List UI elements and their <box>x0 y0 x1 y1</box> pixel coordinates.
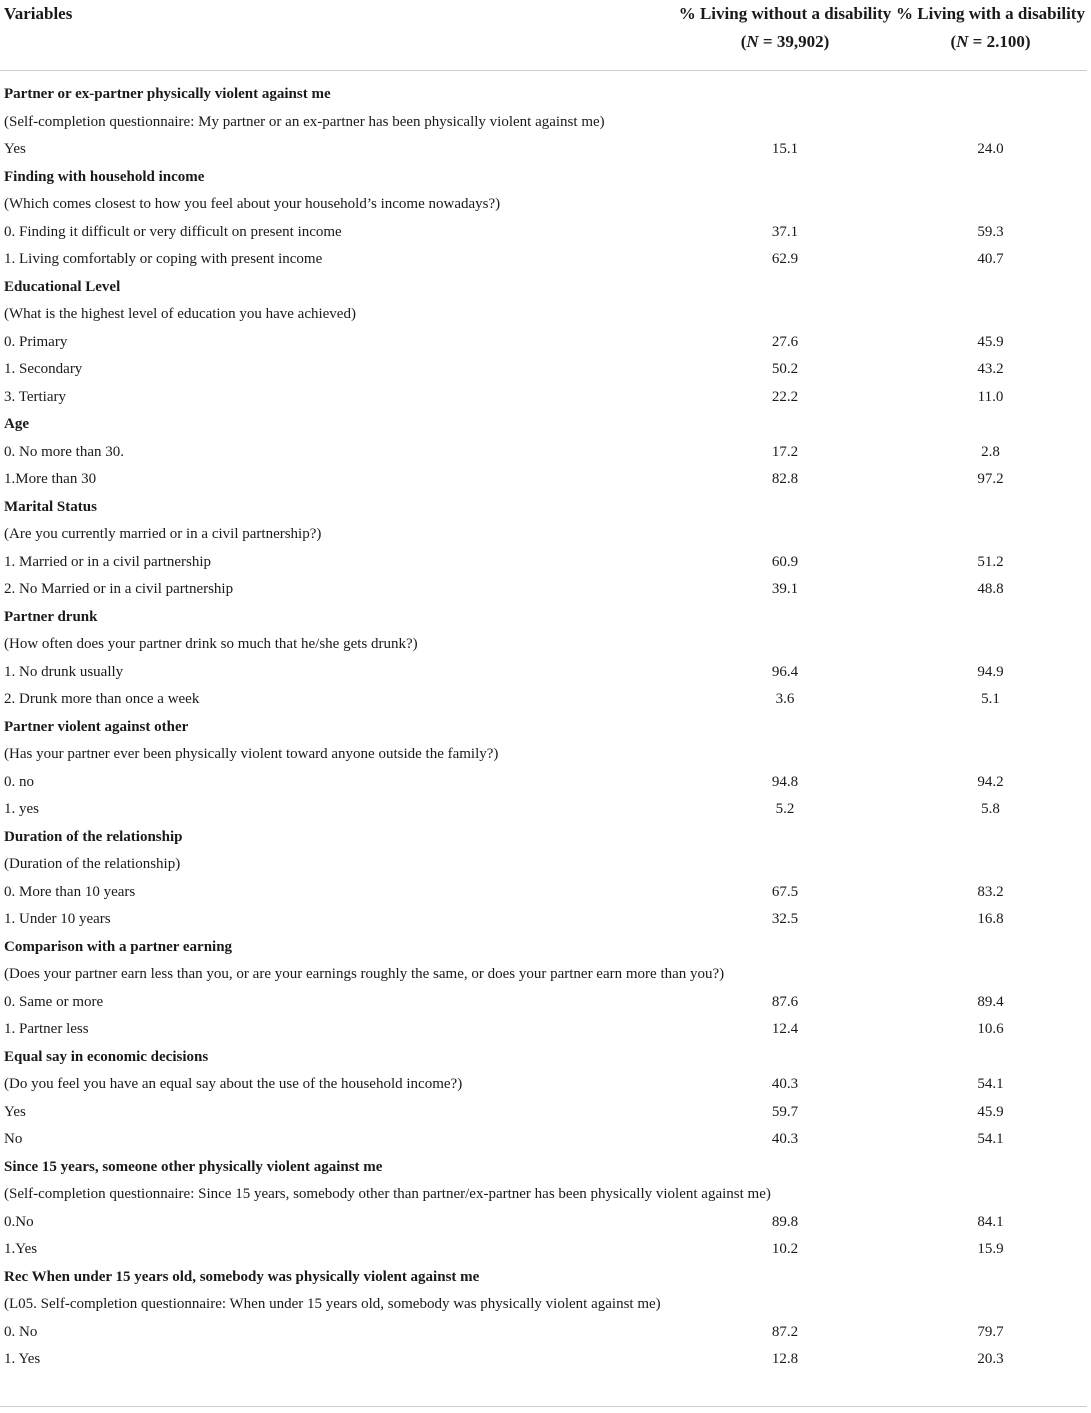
cell-without-disability: 12.4 <box>771 1021 799 1037</box>
cell-without-disability: 37.1 <box>771 223 799 240</box>
cell-with-disability: 43.2 <box>977 361 1004 377</box>
table-row <box>0 1044 1087 1072</box>
cell-without-disability <box>676 494 894 522</box>
variable-question: (L05. Self-completion questionnaire: When under 15 years old, somebody was physically violent against me) <box>4 1296 661 1312</box>
header-variables: Variables <box>0 0 676 71</box>
table-row <box>0 714 1087 742</box>
cell-without-disability: 32.5 <box>771 911 799 927</box>
variable-heading: Duration of the relationship <box>4 828 183 845</box>
variable-question: (Does your partner earn less than you, or are your earnings roughly the same, or does your partner earn more than you?) <box>4 966 725 982</box>
cell-without-disability <box>676 274 894 302</box>
variable-heading: Partner violent against other <box>4 718 189 735</box>
table-row <box>0 769 1087 797</box>
variable-category: 1.Yes <box>4 1241 38 1257</box>
cell-with-disability: 5.8 <box>981 801 1000 817</box>
variable-category: 0.No <box>4 1213 34 1230</box>
table-row <box>0 824 1087 852</box>
cell-with-disability <box>894 411 1087 439</box>
variable-heading: Partner or ex-partner physically violent against me <box>4 86 331 102</box>
variable-category: 0. Primary <box>4 333 68 350</box>
table-row <box>0 1236 1087 1264</box>
cell-with-disability: 15.9 <box>977 1241 1004 1257</box>
table-row <box>0 301 1087 329</box>
table-row <box>0 274 1087 302</box>
table-row <box>0 879 1087 907</box>
variable-category: 1. Married or in a civil partnership <box>4 553 212 570</box>
table-row <box>0 796 1087 824</box>
cell-with-disability: 54.1 <box>977 1131 1004 1147</box>
variable-heading: Partner drunk <box>4 608 98 625</box>
cell-without-disability <box>676 741 894 769</box>
variable-category: 1. yes <box>4 801 39 817</box>
cell-without-disability: 27.6 <box>771 333 799 350</box>
cell-without-disability: 39.1 <box>771 581 799 597</box>
cell-without-disability <box>676 604 894 632</box>
table-row <box>0 741 1087 769</box>
cell-with-disability: 11.0 <box>977 388 1004 405</box>
cell-without-disability <box>676 714 894 742</box>
cell-with-disability <box>894 741 1087 769</box>
table-row <box>0 1154 1087 1182</box>
table-row <box>0 631 1087 659</box>
cell-with-disability: 94.9 <box>977 663 1004 680</box>
table-row <box>0 356 1087 384</box>
cell-without-disability <box>676 71 894 109</box>
cell-with-disability <box>894 521 1087 549</box>
variable-category: 0. No <box>4 1323 38 1340</box>
cell-with-disability: 16.8 <box>977 911 1004 927</box>
table-row <box>0 164 1087 192</box>
cell-with-disability: 89.4 <box>977 993 1004 1010</box>
cell-without-disability <box>676 1044 894 1072</box>
variable-question: (Self-completion questionnaire: Since 15 years, somebody other than partner/ex-partner has been physically violent against me) <box>4 1186 771 1202</box>
cell-with-disability: 5.1 <box>981 691 1000 707</box>
table-row <box>0 1264 1087 1292</box>
variable-question: (How often does your partner drink so much that he/she gets drunk?) <box>4 636 418 652</box>
variable-category: 1. Yes <box>4 1351 41 1367</box>
cell-without-disability <box>676 631 894 659</box>
cell-without-disability: 60.9 <box>771 553 799 570</box>
cell-with-disability: 2.8 <box>981 443 1000 460</box>
cell-without-disability: 40.3 <box>771 1131 799 1147</box>
cell-with-disability <box>894 1044 1087 1072</box>
header-row <box>0 0 1087 71</box>
variable-heading: Educational Level <box>4 278 121 295</box>
table-row <box>0 1319 1087 1347</box>
cell-without-disability: 10.2 <box>771 1241 799 1257</box>
variable-heading: Equal say in economic decisions <box>4 1048 209 1065</box>
cell-with-disability: 54.1 <box>977 1076 1004 1092</box>
table-row <box>0 466 1087 494</box>
header-with-prefix: % Living with a disability ( <box>896 4 1085 51</box>
variable-category: No <box>4 1131 23 1147</box>
cell-with-disability: 51.2 <box>977 553 1004 570</box>
table-row <box>0 549 1087 577</box>
header-without-n: N <box>746 32 759 51</box>
cell-with-disability <box>894 301 1087 329</box>
cell-with-disability <box>894 164 1087 192</box>
variable-category: 0. More than 10 years <box>4 883 136 900</box>
table-row <box>0 1346 1087 1374</box>
cell-with-disability: 97.2 <box>977 471 1004 487</box>
cell-with-disability: 94.2 <box>977 773 1004 790</box>
table-row <box>0 384 1087 412</box>
cell-without-disability <box>676 521 894 549</box>
variable-question: (What is the highest level of education you have achieved) <box>4 306 356 322</box>
header-without-prefix: % Living without a disability ( <box>678 4 892 51</box>
table-row <box>0 659 1087 687</box>
variable-category: Yes <box>4 1103 26 1120</box>
cell-without-disability: 62.9 <box>771 251 799 267</box>
variable-category: 1.More than 30 <box>4 471 97 487</box>
cell-with-disability <box>894 851 1087 879</box>
table-row <box>0 439 1087 467</box>
cell-without-disability: 15.1 <box>771 141 799 157</box>
variable-category: 2. No Married or in a civil partnership <box>4 581 234 597</box>
variable-heading: Marital Status <box>4 498 97 515</box>
variable-heading: Comparison with a partner earning <box>4 938 233 955</box>
cell-without-disability: 5.2 <box>775 801 795 817</box>
cell-with-disability: 84.1 <box>977 1213 1004 1230</box>
cell-with-disability <box>894 714 1087 742</box>
cell-without-disability <box>676 1264 894 1292</box>
table-row <box>0 1181 1087 1209</box>
table-row <box>0 604 1087 632</box>
table-row <box>0 191 1087 219</box>
variable-heading: Age <box>4 416 29 432</box>
cell-without-disability <box>676 1154 894 1182</box>
cell-without-disability: 94.8 <box>771 773 799 790</box>
cell-without-disability <box>676 1291 894 1319</box>
cell-with-disability <box>894 1291 1087 1319</box>
variable-category: 1. Under 10 years <box>4 911 111 927</box>
cell-with-disability <box>894 1264 1087 1292</box>
table-row <box>0 109 1087 137</box>
variable-heading: Since 15 years, someone other physically violent against me <box>4 1158 383 1175</box>
cell-without-disability <box>676 851 894 879</box>
variable-category: 1. Living comfortably or coping with present income <box>4 251 323 267</box>
table-bottom-rule <box>0 1406 1087 1407</box>
table-row <box>0 1209 1087 1237</box>
cell-without-disability: 22.2 <box>771 388 799 405</box>
cell-without-disability <box>676 109 894 137</box>
cell-without-disability <box>676 191 894 219</box>
cell-with-disability <box>894 1154 1087 1182</box>
cell-without-disability <box>676 164 894 192</box>
table-header <box>0 0 1087 71</box>
table-row <box>0 219 1087 247</box>
cell-with-disability: 59.3 <box>977 223 1004 240</box>
cell-with-disability <box>894 604 1087 632</box>
cell-with-disability: 10.6 <box>977 1021 1004 1037</box>
cell-without-disability: 82.8 <box>771 471 799 487</box>
cell-without-disability: 87.2 <box>771 1323 799 1340</box>
cell-without-disability <box>676 934 894 962</box>
table-row <box>0 961 1087 989</box>
cell-without-disability: 59.7 <box>771 1103 799 1120</box>
variable-question: (Do you feel you have an equal say about the use of the household income?) <box>4 1076 463 1092</box>
cell-without-disability <box>676 824 894 852</box>
table-row <box>0 906 1087 934</box>
table-row <box>0 851 1087 879</box>
cell-with-disability <box>894 71 1087 109</box>
cell-with-disability <box>894 961 1087 989</box>
table-row <box>0 246 1087 274</box>
table-row <box>0 411 1087 439</box>
table-row <box>0 1016 1087 1044</box>
cell-with-disability <box>894 274 1087 302</box>
header-without-suffix: = 39,902) <box>758 32 830 51</box>
cell-with-disability: 83.2 <box>977 883 1004 900</box>
cell-with-disability <box>894 1181 1087 1209</box>
cell-without-disability: 12.8 <box>771 1351 799 1367</box>
table-row <box>0 1291 1087 1319</box>
table-body <box>0 71 1087 1374</box>
variable-question: (Self-completion questionnaire: My partner or an ex-partner has been physically violent against me) <box>4 113 605 130</box>
cell-without-disability: 17.2 <box>771 443 799 460</box>
cell-with-disability: 20.3 <box>977 1351 1004 1367</box>
cell-with-disability <box>894 109 1087 137</box>
variable-category: 2. Drunk more than once a week <box>4 691 200 707</box>
cell-with-disability: 45.9 <box>977 1103 1004 1120</box>
cell-with-disability <box>894 191 1087 219</box>
cell-without-disability: 50.2 <box>771 361 799 377</box>
cell-with-disability <box>894 934 1087 962</box>
cell-without-disability <box>676 301 894 329</box>
cell-with-disability <box>894 631 1087 659</box>
cell-with-disability: 45.9 <box>977 333 1004 350</box>
header-with-suffix: = 2.100) <box>968 32 1031 51</box>
header-without-disability <box>676 0 894 71</box>
table-row <box>0 71 1087 109</box>
table-row <box>0 1071 1087 1099</box>
variable-question: (Are you currently married or in a civil partnership?) <box>4 526 322 542</box>
header-with-n: N <box>956 32 969 51</box>
variable-question: (Has your partner ever been physically violent toward anyone outside the family?) <box>4 746 499 762</box>
cell-with-disability: 40.7 <box>977 251 1004 267</box>
variable-category: 1. Secondary <box>4 361 83 377</box>
table-row <box>0 494 1087 522</box>
table-row <box>0 934 1087 962</box>
variable-heading: Rec When under 15 years old, somebody was physically violent against me <box>4 1268 480 1285</box>
variable-category: 0. Finding it difficult or very difficult on present income <box>4 223 342 240</box>
cell-with-disability <box>894 494 1087 522</box>
table-row <box>0 136 1087 164</box>
cell-with-disability <box>894 824 1087 852</box>
table-row <box>0 576 1087 604</box>
variable-category: Yes <box>4 141 26 157</box>
header-with-disability <box>894 0 1087 71</box>
table-row <box>0 989 1087 1017</box>
variable-heading: Finding with household income <box>4 168 205 185</box>
table-row <box>0 329 1087 357</box>
cell-with-disability: 48.8 <box>977 581 1004 597</box>
cell-without-disability: 3.6 <box>775 691 795 707</box>
cell-without-disability <box>676 411 894 439</box>
variable-question: (Which comes closest to how you feel about your household’s income nowadays?) <box>4 196 501 212</box>
table-row <box>0 686 1087 714</box>
variable-category: 3. Tertiary <box>4 388 66 405</box>
table-row <box>0 1099 1087 1127</box>
cell-without-disability: 40.3 <box>771 1076 799 1092</box>
variable-category: 1. Partner less <box>4 1021 89 1037</box>
variable-category: 1. No drunk usually <box>4 663 124 680</box>
cell-with-disability: 24.0 <box>977 141 1004 157</box>
cell-without-disability: 89.8 <box>771 1213 799 1230</box>
variable-category: 0. No more than 30. <box>4 443 124 460</box>
cell-without-disability: 87.6 <box>771 993 799 1010</box>
cell-without-disability: 96.4 <box>771 663 799 680</box>
variable-question: (Duration of the relationship) <box>4 856 181 872</box>
cell-with-disability: 79.7 <box>977 1323 1004 1340</box>
table-row <box>0 521 1087 549</box>
variable-category: 0. no <box>4 773 34 790</box>
table-row <box>0 1126 1087 1154</box>
variable-category: 0. Same or more <box>4 993 104 1010</box>
cell-without-disability: 67.5 <box>771 883 799 900</box>
